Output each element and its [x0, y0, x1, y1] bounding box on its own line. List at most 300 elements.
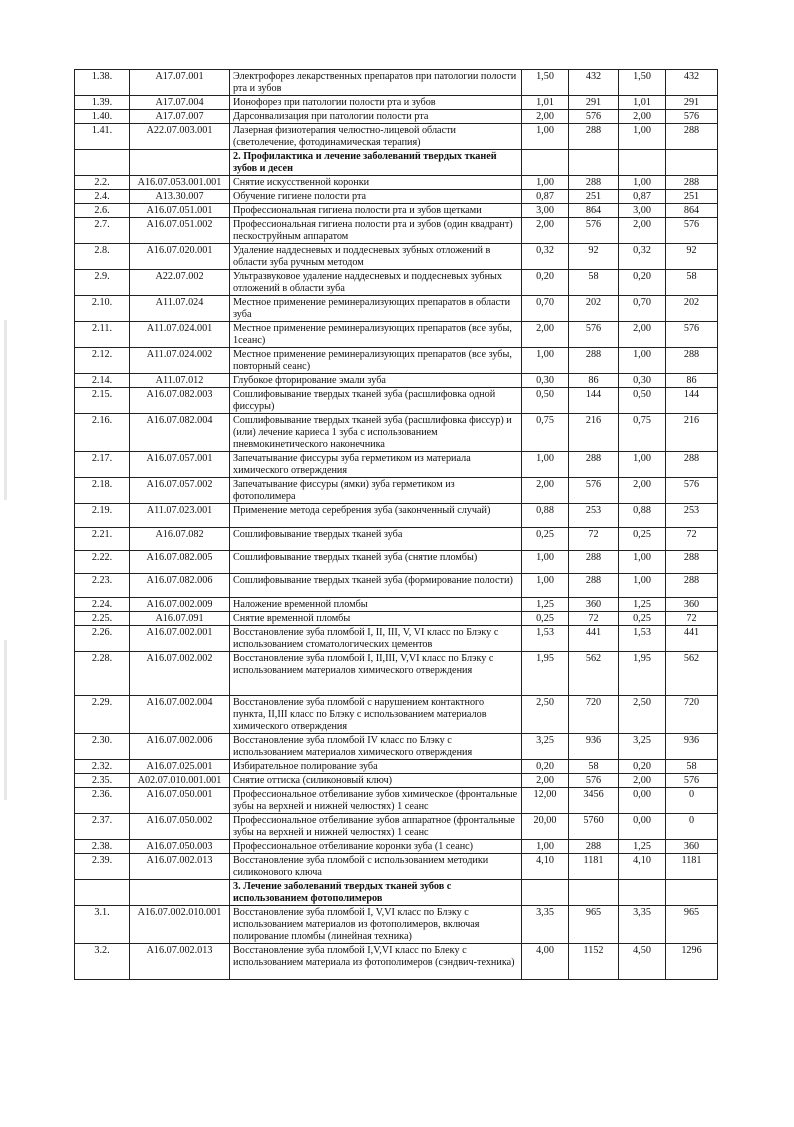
- service-code: A16.07.053.001.001: [130, 176, 230, 190]
- service-name: Восстановление зуба пломбой I,V,VI класс по Блеку с использованием материала из фотополимеров (сэндвич-техника): [230, 944, 522, 980]
- coefficient-1: 4,10: [522, 854, 569, 880]
- service-code: [130, 880, 230, 906]
- table-row: [75, 70, 718, 96]
- table-row: [75, 218, 718, 244]
- coefficient-1: 1,00: [522, 452, 569, 478]
- service-code: A16.07.002.009: [130, 598, 230, 612]
- price-2: 441: [666, 626, 718, 652]
- price-2: 288: [666, 124, 718, 150]
- coefficient-1: 1,53: [522, 626, 569, 652]
- coefficient-1: 1,25: [522, 598, 569, 612]
- row-number: 2.4.: [75, 190, 130, 204]
- coefficient-2: 3,25: [619, 734, 666, 760]
- price-2: 576: [666, 110, 718, 124]
- price-2: 86: [666, 374, 718, 388]
- price-2: [666, 880, 718, 906]
- price-1: 291: [569, 96, 619, 110]
- service-name: Местное применение реминерализующих препаратов в области зуба: [230, 296, 522, 322]
- row-number: 2.18.: [75, 478, 130, 504]
- price-1: 288: [569, 124, 619, 150]
- row-number: 2.10.: [75, 296, 130, 322]
- price-2: 576: [666, 478, 718, 504]
- coefficient-2: 0,25: [619, 612, 666, 626]
- service-name: Сошлифовывание твердых тканей зуба (формирование полости): [230, 574, 522, 598]
- service-name: Восстановление зуба пломбой I, II, III, V, VI класс по Блэку с использованием стоматологических цементов: [230, 626, 522, 652]
- coefficient-2: 1,25: [619, 840, 666, 854]
- price-2: 562: [666, 652, 718, 696]
- row-number: 2.32.: [75, 760, 130, 774]
- coefficient-2: 4,50: [619, 944, 666, 980]
- service-name: Профессиональное отбеливание зубов аппаратное (фронтальные зубы на верхней и нижней челюстях) 1 сеанс: [230, 814, 522, 840]
- price-1: 288: [569, 574, 619, 598]
- table-row: [75, 204, 718, 218]
- coefficient-1: 2,00: [522, 478, 569, 504]
- price-2: 144: [666, 388, 718, 414]
- coefficient-1: 2,00: [522, 218, 569, 244]
- coefficient-1: 3,00: [522, 204, 569, 218]
- service-name: Запечатывание фиссуры (ямки) зуба герметиком из фотополимера: [230, 478, 522, 504]
- coefficient-2: 0,87: [619, 190, 666, 204]
- coefficient-2: 1,95: [619, 652, 666, 696]
- price-1: 288: [569, 840, 619, 854]
- table-row: [75, 574, 718, 598]
- service-code: A16.07.020.001: [130, 244, 230, 270]
- coefficient-2: 0,50: [619, 388, 666, 414]
- coefficient-2: 0,00: [619, 788, 666, 814]
- service-name: Снятие искусственной коронки: [230, 176, 522, 190]
- coefficient-1: 1,50: [522, 70, 569, 96]
- coefficient-1: 4,00: [522, 944, 569, 980]
- coefficient-1: 0,87: [522, 190, 569, 204]
- scan-edge-shadow: [4, 320, 7, 500]
- service-name: Сошлифовывание твердых тканей зуба (расшлифовка фиссур) и (или) лечение кариеса 1 зуба с использованием пневмокинетического наконечника: [230, 414, 522, 452]
- row-number: 2.8.: [75, 244, 130, 270]
- price-2: [666, 150, 718, 176]
- coefficient-2: 4,10: [619, 854, 666, 880]
- price-1: 720: [569, 696, 619, 734]
- price-2: 360: [666, 840, 718, 854]
- row-number: 2.25.: [75, 612, 130, 626]
- table-row: [75, 124, 718, 150]
- price-2: 288: [666, 452, 718, 478]
- service-name: Ионофорез при патологии полости рта и зубов: [230, 96, 522, 110]
- service-name: Ультразвуковое удаление наддесневых и поддесневых зубных отложений в области зуба: [230, 270, 522, 296]
- service-code: A11.07.024: [130, 296, 230, 322]
- service-code: A16.07.082.006: [130, 574, 230, 598]
- table-row: [75, 788, 718, 814]
- price-1: 576: [569, 774, 619, 788]
- row-number: 2.15.: [75, 388, 130, 414]
- price-1: [569, 880, 619, 906]
- coefficient-1: 0,88: [522, 504, 569, 528]
- coefficient-2: 0,25: [619, 528, 666, 551]
- table-row: [75, 388, 718, 414]
- service-name: Снятие временной пломбы: [230, 612, 522, 626]
- table-row: [75, 598, 718, 612]
- coefficient-1: 0,50: [522, 388, 569, 414]
- row-number: 2.38.: [75, 840, 130, 854]
- price-1: 576: [569, 110, 619, 124]
- coefficient-2: 2,50: [619, 696, 666, 734]
- service-code: A17.07.004: [130, 96, 230, 110]
- service-name: Восстановление зуба пломбой I, II,III, V,VI класс по Блэку с использованием материалов химического отверждения: [230, 652, 522, 696]
- coefficient-1: 3,25: [522, 734, 569, 760]
- coefficient-1: [522, 880, 569, 906]
- service-code: A16.07.002.004: [130, 696, 230, 734]
- row-number: 2.7.: [75, 218, 130, 244]
- table-row: [75, 696, 718, 734]
- table-row: [75, 270, 718, 296]
- service-name: Обучение гигиене полости рта: [230, 190, 522, 204]
- table-row: [75, 774, 718, 788]
- coefficient-2: 2,00: [619, 774, 666, 788]
- price-2: 720: [666, 696, 718, 734]
- price-2: 291: [666, 96, 718, 110]
- service-code: A22.07.003.001: [130, 124, 230, 150]
- coefficient-2: 0,88: [619, 504, 666, 528]
- price-2: 216: [666, 414, 718, 452]
- row-number: 1.40.: [75, 110, 130, 124]
- coefficient-1: 1,00: [522, 124, 569, 150]
- service-name: Профессиональная гигиена полости рта и зубов щетками: [230, 204, 522, 218]
- row-number: 1.39.: [75, 96, 130, 110]
- coefficient-1: 0,20: [522, 760, 569, 774]
- coefficient-1: 1,01: [522, 96, 569, 110]
- row-number: 2.24.: [75, 598, 130, 612]
- table-row: [75, 414, 718, 452]
- coefficient-2: 3,00: [619, 204, 666, 218]
- price-list-table: [74, 69, 718, 980]
- row-number: 2.37.: [75, 814, 130, 840]
- price-1: 5760: [569, 814, 619, 840]
- coefficient-1: 1,00: [522, 176, 569, 190]
- price-2: 576: [666, 218, 718, 244]
- section-header-row: [75, 880, 718, 906]
- price-2: 58: [666, 760, 718, 774]
- coefficient-2: 1,25: [619, 598, 666, 612]
- service-code: A16.07.051.001: [130, 204, 230, 218]
- coefficient-1: 0,25: [522, 612, 569, 626]
- row-number: 2.6.: [75, 204, 130, 218]
- coefficient-1: 1,00: [522, 551, 569, 574]
- price-1: 1181: [569, 854, 619, 880]
- coefficient-2: [619, 150, 666, 176]
- row-number: 2.22.: [75, 551, 130, 574]
- service-name: Снятие оттиска (силиконовый ключ): [230, 774, 522, 788]
- price-1: 58: [569, 760, 619, 774]
- service-name: Восстановление зуба пломбой IV класс по Блэку с использованием материалов химического отверждения: [230, 734, 522, 760]
- row-number: 3.2.: [75, 944, 130, 980]
- service-name: Наложение временной пломбы: [230, 598, 522, 612]
- price-1: [569, 150, 619, 176]
- row-number: 1.41.: [75, 124, 130, 150]
- table-row: [75, 854, 718, 880]
- row-number: 2.14.: [75, 374, 130, 388]
- row-number: 3.1.: [75, 906, 130, 944]
- price-2: 288: [666, 348, 718, 374]
- row-number: 2.21.: [75, 528, 130, 551]
- price-2: 288: [666, 551, 718, 574]
- service-code: A16.07.050.001: [130, 788, 230, 814]
- coefficient-2: 2,00: [619, 322, 666, 348]
- price-1: 251: [569, 190, 619, 204]
- price-1: 288: [569, 176, 619, 190]
- coefficient-2: 1,00: [619, 574, 666, 598]
- coefficient-2: 1,00: [619, 176, 666, 190]
- table-row: [75, 296, 718, 322]
- table-row: [75, 110, 718, 124]
- price-1: 72: [569, 528, 619, 551]
- service-code: A16.07.082.003: [130, 388, 230, 414]
- table-row: [75, 906, 718, 944]
- table-row: [75, 612, 718, 626]
- table-row: [75, 504, 718, 528]
- table-row: [75, 190, 718, 204]
- service-name: Сошлифовывание твердых тканей зуба (снятие пломбы): [230, 551, 522, 574]
- price-1: 216: [569, 414, 619, 452]
- table-row: [75, 348, 718, 374]
- service-code: A16.07.002.002: [130, 652, 230, 696]
- row-number: 2.16.: [75, 414, 130, 452]
- coefficient-1: [522, 150, 569, 176]
- price-1: 576: [569, 322, 619, 348]
- table-row: [75, 452, 718, 478]
- price-2: 1296: [666, 944, 718, 980]
- price-1: 202: [569, 296, 619, 322]
- price-2: 72: [666, 612, 718, 626]
- coefficient-2: 0,30: [619, 374, 666, 388]
- service-name: 3. Лечение заболеваний твердых тканей зубов с использованием фотополимеров: [230, 880, 522, 906]
- price-2: 1181: [666, 854, 718, 880]
- price-2: 251: [666, 190, 718, 204]
- price-2: 0: [666, 788, 718, 814]
- row-number: 2.26.: [75, 626, 130, 652]
- service-name: Глубокое фторирование эмали зуба: [230, 374, 522, 388]
- service-name: Местное применение реминерализующих препаратов (все зубы, 1сеанс): [230, 322, 522, 348]
- price-1: 288: [569, 348, 619, 374]
- table-row: [75, 760, 718, 774]
- row-number: [75, 150, 130, 176]
- coefficient-2: 0,32: [619, 244, 666, 270]
- table-row: [75, 840, 718, 854]
- service-code: A16.07.002.013: [130, 944, 230, 980]
- price-1: 360: [569, 598, 619, 612]
- coefficient-1: 1,95: [522, 652, 569, 696]
- row-number: 2.19.: [75, 504, 130, 528]
- table-row: [75, 528, 718, 551]
- coefficient-2: 1,00: [619, 124, 666, 150]
- row-number: 2.9.: [75, 270, 130, 296]
- row-number: 2.23.: [75, 574, 130, 598]
- service-name: Профессиональная гигиена полости рта и зубов (один квадрант) пескоструйным аппаратом: [230, 218, 522, 244]
- coefficient-2: 1,50: [619, 70, 666, 96]
- service-code: A16.07.082.004: [130, 414, 230, 452]
- service-code: A16.07.057.001: [130, 452, 230, 478]
- service-code: A16.07.091: [130, 612, 230, 626]
- service-name: Восстановление зуба пломбой с нарушением контактного пункта, II,III класс по Блэку с использованием материалов химического отверждения: [230, 696, 522, 734]
- service-code: A11.07.024.002: [130, 348, 230, 374]
- price-2: 936: [666, 734, 718, 760]
- service-code: A16.07.050.003: [130, 840, 230, 854]
- service-code: [130, 150, 230, 176]
- row-number: 2.30.: [75, 734, 130, 760]
- price-1: 432: [569, 70, 619, 96]
- service-code: A13.30.007: [130, 190, 230, 204]
- table-row: [75, 652, 718, 696]
- service-code: A11.07.012: [130, 374, 230, 388]
- coefficient-2: [619, 880, 666, 906]
- row-number: 2.11.: [75, 322, 130, 348]
- table-row: [75, 322, 718, 348]
- table-row: [75, 814, 718, 840]
- price-2: 576: [666, 322, 718, 348]
- coefficient-1: 2,00: [522, 322, 569, 348]
- table-row: [75, 478, 718, 504]
- price-1: 92: [569, 244, 619, 270]
- price-2: 432: [666, 70, 718, 96]
- service-name: 2. Профилактика и лечение заболеваний твердых тканей зубов и десен: [230, 150, 522, 176]
- price-2: 965: [666, 906, 718, 944]
- service-code: A16.07.050.002: [130, 814, 230, 840]
- service-name: Удаление наддесневых и поддесневых зубных отложений в области зуба ручным методом: [230, 244, 522, 270]
- table-row: [75, 734, 718, 760]
- coefficient-2: 0,00: [619, 814, 666, 840]
- row-number: 2.17.: [75, 452, 130, 478]
- price-2: 288: [666, 574, 718, 598]
- price-1: 965: [569, 906, 619, 944]
- row-number: [75, 880, 130, 906]
- table-row: [75, 96, 718, 110]
- coefficient-2: 1,00: [619, 452, 666, 478]
- coefficient-2: 3,35: [619, 906, 666, 944]
- coefficient-1: 1,00: [522, 574, 569, 598]
- price-1: 576: [569, 478, 619, 504]
- price-2: 92: [666, 244, 718, 270]
- coefficient-2: 2,00: [619, 110, 666, 124]
- price-2: 864: [666, 204, 718, 218]
- table-row: [75, 944, 718, 980]
- coefficient-2: 1,00: [619, 551, 666, 574]
- coefficient-2: 0,75: [619, 414, 666, 452]
- table-row: [75, 551, 718, 574]
- coefficient-2: 1,01: [619, 96, 666, 110]
- service-name: Лазерная физиотерапия челюстно-лицевой области (светолечение, фотодинамическая терапия): [230, 124, 522, 150]
- service-code: A11.07.024.001: [130, 322, 230, 348]
- service-name: Профессиональное отбеливание коронки зуба (1 сеанс): [230, 840, 522, 854]
- coefficient-2: 0,20: [619, 760, 666, 774]
- service-name: Запечатывание фиссуры зуба герметиком из материала химического отверждения: [230, 452, 522, 478]
- table-row: [75, 244, 718, 270]
- coefficient-1: 0,25: [522, 528, 569, 551]
- service-name: Восстановление зуба пломбой I, V,VI класс по Блэку с использованием материалов из фотополимеров, включая полирование пломбы (линейная техника): [230, 906, 522, 944]
- coefficient-2: 1,53: [619, 626, 666, 652]
- row-number: 2.28.: [75, 652, 130, 696]
- price-2: 288: [666, 176, 718, 190]
- service-code: A16.07.082.005: [130, 551, 230, 574]
- coefficient-1: 1,00: [522, 348, 569, 374]
- price-1: 441: [569, 626, 619, 652]
- service-code: A16.07.002.006: [130, 734, 230, 760]
- coefficient-1: 0,70: [522, 296, 569, 322]
- price-1: 58: [569, 270, 619, 296]
- service-code: A22.07.002: [130, 270, 230, 296]
- row-number: 2.29.: [75, 696, 130, 734]
- price-1: 864: [569, 204, 619, 218]
- price-1: 288: [569, 452, 619, 478]
- coefficient-2: 0,20: [619, 270, 666, 296]
- service-name: Применение метода серебрения зуба (законченный случай): [230, 504, 522, 528]
- coefficient-2: 1,00: [619, 348, 666, 374]
- coefficient-1: 12,00: [522, 788, 569, 814]
- price-list-body: [75, 70, 718, 980]
- price-2: 202: [666, 296, 718, 322]
- coefficient-1: 0,30: [522, 374, 569, 388]
- section-header-row: [75, 150, 718, 176]
- coefficient-1: 3,35: [522, 906, 569, 944]
- price-1: 1152: [569, 944, 619, 980]
- service-code: A16.07.082: [130, 528, 230, 551]
- row-number: 2.35.: [75, 774, 130, 788]
- service-code: A17.07.001: [130, 70, 230, 96]
- service-code: A17.07.007: [130, 110, 230, 124]
- coefficient-1: 2,00: [522, 110, 569, 124]
- scan-edge-shadow: [4, 640, 7, 800]
- row-number: 2.39.: [75, 854, 130, 880]
- service-code: A16.07.025.001: [130, 760, 230, 774]
- price-1: 86: [569, 374, 619, 388]
- price-1: 144: [569, 388, 619, 414]
- price-1: 72: [569, 612, 619, 626]
- row-number: 2.36.: [75, 788, 130, 814]
- service-name: Электрофорез лекарственных препаратов при патологии полости рта и зубов: [230, 70, 522, 96]
- service-code: A16.07.057.002: [130, 478, 230, 504]
- service-name: Сошлифовывание твердых тканей зуба: [230, 528, 522, 551]
- coefficient-1: 2,50: [522, 696, 569, 734]
- coefficient-1: 2,00: [522, 774, 569, 788]
- price-2: 576: [666, 774, 718, 788]
- price-1: 3456: [569, 788, 619, 814]
- service-name: Профессиональное отбеливание зубов химическое (фронтальные зубы на верхней и нижней челюстях) 1 сеанс: [230, 788, 522, 814]
- price-2: 253: [666, 504, 718, 528]
- service-code: A11.07.023.001: [130, 504, 230, 528]
- table-row: [75, 374, 718, 388]
- row-number: 1.38.: [75, 70, 130, 96]
- service-code: A16.07.002.001: [130, 626, 230, 652]
- price-2: 72: [666, 528, 718, 551]
- service-code: A16.07.002.013: [130, 854, 230, 880]
- coefficient-1: 0,75: [522, 414, 569, 452]
- price-1: 562: [569, 652, 619, 696]
- coefficient-2: 2,00: [619, 478, 666, 504]
- price-2: 360: [666, 598, 718, 612]
- row-number: 2.12.: [75, 348, 130, 374]
- coefficient-2: 2,00: [619, 218, 666, 244]
- service-code: A16.07.002.010.001: [130, 906, 230, 944]
- service-name: Дарсонвализация при патологии полости рта: [230, 110, 522, 124]
- coefficient-1: 0,20: [522, 270, 569, 296]
- coefficient-1: 20,00: [522, 814, 569, 840]
- coefficient-1: 0,32: [522, 244, 569, 270]
- coefficient-1: 1,00: [522, 840, 569, 854]
- service-code: A16.07.051.002: [130, 218, 230, 244]
- table-row: [75, 176, 718, 190]
- service-name: Избирательное полирование зуба: [230, 760, 522, 774]
- coefficient-2: 0,70: [619, 296, 666, 322]
- price-2: 58: [666, 270, 718, 296]
- table-row: [75, 626, 718, 652]
- price-1: 288: [569, 551, 619, 574]
- service-name: Сошлифовывание твердых тканей зуба (расшлифовка одной фиссуры): [230, 388, 522, 414]
